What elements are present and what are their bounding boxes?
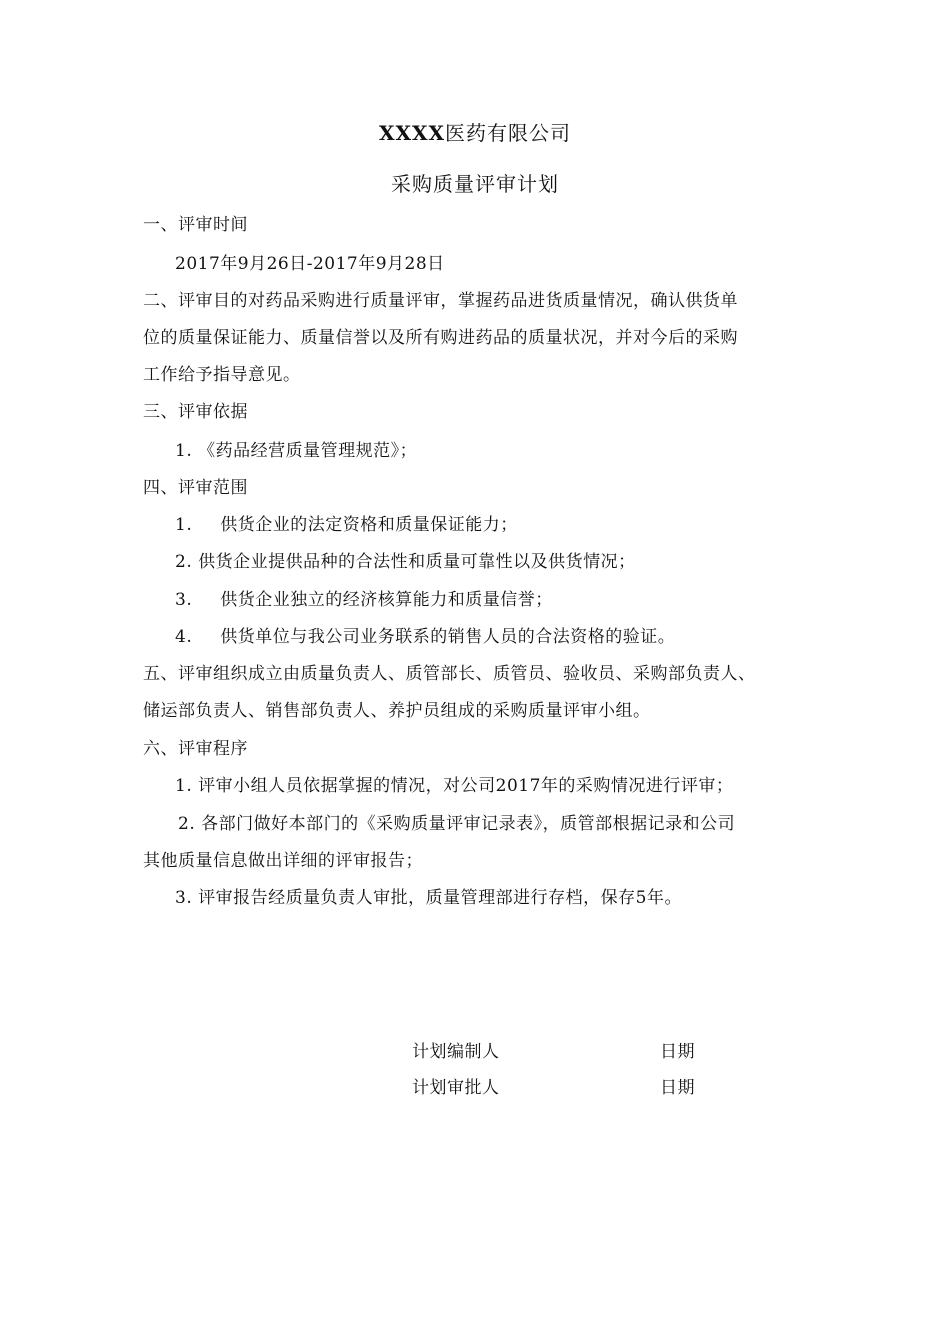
- section-purpose-line3: 工作给予指导意见。: [143, 365, 301, 385]
- scope-item1-number: 1.: [175, 515, 193, 535]
- section-organization-line2: 储运部负责人、销售部负责人、养护员组成的采购质量评审小组。: [143, 701, 651, 721]
- section-procedure-heading: 六、评审程序: [143, 739, 248, 759]
- document-title: 采购质量评审计划: [391, 172, 559, 196]
- section-scope-item2: 2. 供货企业提供品种的合法性和质量可靠性以及供货情况；: [175, 552, 636, 572]
- company-name: [0, 120, 950, 146]
- scope-item1-text: 供货企业的法定资格和质量保证能力；: [220, 515, 518, 535]
- section-purpose-line2: 位的质量保证能力、质量信誉以及所有购进药品的质量状况，并对今后的采购: [143, 328, 738, 348]
- section-purpose-line1: 二、评审目的对药品采购进行质量评审，掌握药品进货质量情况，确认供货单: [143, 291, 738, 311]
- section-scope-item4: [175, 626, 675, 648]
- section-procedure-item3: 3. 评审报告经质量负责人审批，质量管理部进行存档，保存5年。: [175, 888, 682, 908]
- section-organization-line1: 五、评审组织成立由质量负责人、质管部长、质管员、验收员、采购部负责人、: [143, 664, 756, 684]
- approver-label: 计划审批人: [412, 1078, 500, 1098]
- scope-item3-text: 供货企业独立的经济核算能力和质量信誉；: [220, 590, 553, 610]
- section-procedure-item2-line2: 其他质量信息做出详细的评审报告；: [143, 851, 423, 871]
- section-scope-heading: 四、评审范围: [143, 478, 248, 498]
- preparer-date-label: 日期: [660, 1042, 695, 1062]
- section-scope-item1: [175, 514, 518, 536]
- company-name-rest: 医药有限公司: [445, 121, 572, 145]
- approver-date-label: 日期: [660, 1078, 695, 1098]
- section-basis-item1: 1. 《药品经营质量管理规范》；: [175, 441, 418, 461]
- preparer-label: 计划编制人: [412, 1042, 500, 1062]
- section-scope-item3: [175, 589, 553, 611]
- section-procedure-item1: 1. 评审小组人员依据掌握的情况，对公司2017年的采购情况进行评审；: [175, 776, 734, 796]
- section-basis-heading: 三、评审依据: [143, 402, 248, 422]
- company-brand: XXXX: [378, 121, 446, 145]
- section-time-heading: 一、评审时间: [143, 215, 248, 235]
- scope-item4-number: 4.: [175, 627, 193, 647]
- scope-item3-number: 3.: [175, 590, 193, 610]
- section-procedure-item2-line1: 2. 各部门做好本部门的《采购质量评审记录表》，质管部根据记录和公司: [178, 814, 736, 834]
- section-time-value: 2017年9月26日-2017年9月28日: [175, 254, 445, 274]
- scope-item4-text: 供货单位与我公司业务联系的销售人员的合法资格的验证。: [220, 627, 676, 647]
